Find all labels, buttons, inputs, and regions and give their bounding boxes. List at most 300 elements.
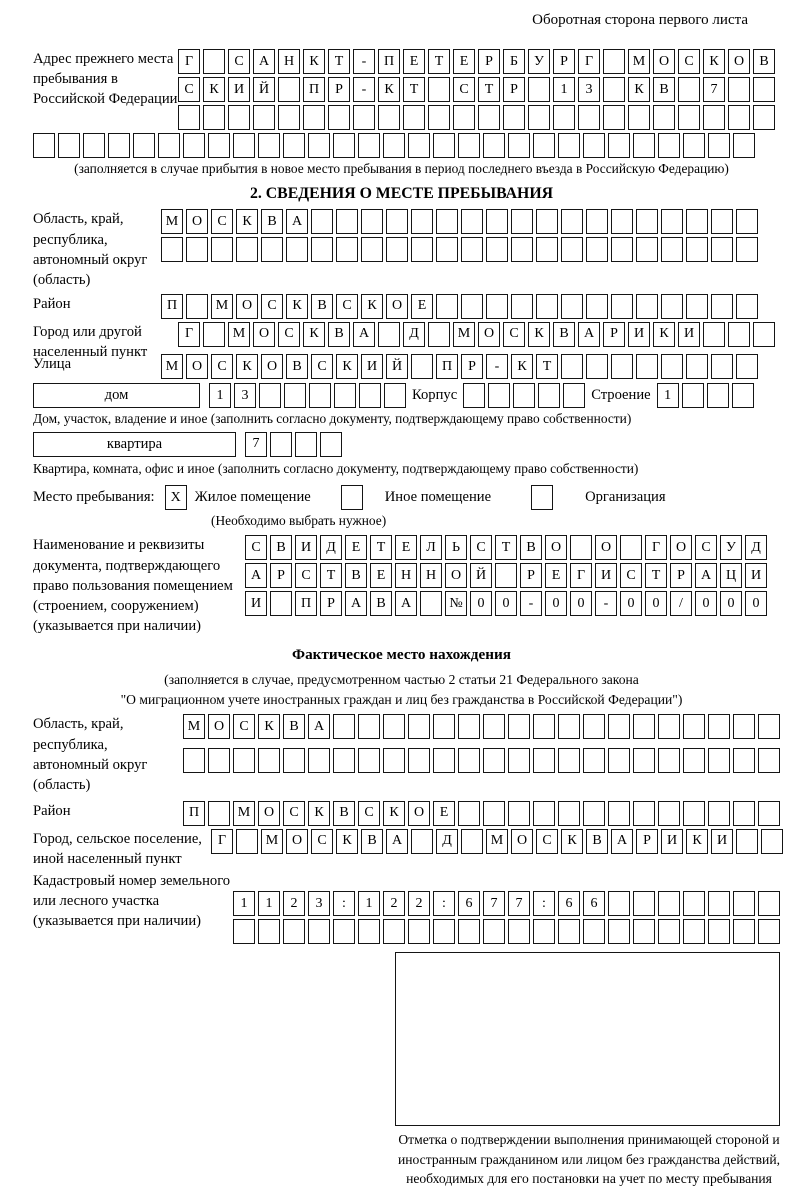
char-cell[interactable]: П: [303, 77, 325, 102]
char-cell[interactable]: О: [261, 354, 283, 379]
char-cell[interactable]: О: [186, 209, 208, 234]
char-cell[interactable]: Т: [370, 535, 392, 560]
char-cell[interactable]: [678, 77, 700, 102]
char-cell[interactable]: [458, 133, 480, 158]
char-cell[interactable]: [483, 133, 505, 158]
char-cell[interactable]: [436, 209, 458, 234]
char-cell[interactable]: К: [703, 49, 725, 74]
char-cell[interactable]: [733, 714, 755, 739]
char-cell[interactable]: [461, 829, 483, 854]
char-cell[interactable]: М: [161, 354, 183, 379]
char-cell[interactable]: [561, 209, 583, 234]
char-cell[interactable]: [686, 354, 708, 379]
char-cell[interactable]: В: [333, 801, 355, 826]
char-cell[interactable]: Т: [320, 563, 342, 588]
char-cell[interactable]: [236, 237, 258, 262]
char-cell[interactable]: [261, 237, 283, 262]
char-cell[interactable]: О: [595, 535, 617, 560]
char-cell[interactable]: [458, 801, 480, 826]
char-cell[interactable]: К: [303, 49, 325, 74]
char-cell[interactable]: О: [670, 535, 692, 560]
char-cell[interactable]: Т: [536, 354, 558, 379]
char-cell[interactable]: [208, 801, 230, 826]
char-cell[interactable]: Ц: [720, 563, 742, 588]
char-cell[interactable]: [533, 714, 555, 739]
char-cell[interactable]: -: [353, 77, 375, 102]
char-cell[interactable]: И: [228, 77, 250, 102]
char-cell[interactable]: [433, 714, 455, 739]
char-cell[interactable]: [508, 133, 530, 158]
char-cell[interactable]: [336, 209, 358, 234]
char-cell[interactable]: 0: [695, 591, 717, 616]
char-cell[interactable]: [636, 294, 658, 319]
char-cell[interactable]: [633, 801, 655, 826]
char-cell[interactable]: [233, 919, 255, 944]
char-cell[interactable]: [486, 294, 508, 319]
char-cell[interactable]: -: [486, 354, 508, 379]
char-cell[interactable]: Т: [478, 77, 500, 102]
char-cell[interactable]: И: [361, 354, 383, 379]
char-cell[interactable]: [186, 237, 208, 262]
char-cell[interactable]: [761, 829, 783, 854]
char-cell[interactable]: [733, 801, 755, 826]
char-cell[interactable]: И: [595, 563, 617, 588]
checkbox-inoe[interactable]: [341, 485, 363, 510]
char-cell[interactable]: П: [378, 49, 400, 74]
char-cell[interactable]: М: [233, 801, 255, 826]
char-cell[interactable]: [536, 209, 558, 234]
char-cell[interactable]: Р: [503, 77, 525, 102]
char-cell[interactable]: М: [486, 829, 508, 854]
char-cell[interactable]: [528, 105, 550, 130]
char-cell[interactable]: [558, 919, 580, 944]
char-cell[interactable]: :: [333, 891, 355, 916]
char-cell[interactable]: С: [311, 829, 333, 854]
char-cell[interactable]: К: [308, 801, 330, 826]
char-cell[interactable]: [408, 133, 430, 158]
char-cell[interactable]: 7: [703, 77, 725, 102]
char-cell[interactable]: [408, 714, 430, 739]
char-cell[interactable]: [608, 748, 630, 773]
char-cell[interactable]: [583, 714, 605, 739]
char-cell[interactable]: [420, 591, 442, 616]
char-cell[interactable]: 3: [578, 77, 600, 102]
char-cell[interactable]: 0: [745, 591, 767, 616]
char-cell[interactable]: К: [336, 354, 358, 379]
char-cell[interactable]: К: [236, 354, 258, 379]
char-cell[interactable]: [308, 748, 330, 773]
char-cell[interactable]: [538, 383, 560, 408]
char-cell[interactable]: Т: [495, 535, 517, 560]
char-cell[interactable]: 0: [545, 591, 567, 616]
char-cell[interactable]: [561, 294, 583, 319]
char-cell[interactable]: Д: [436, 829, 458, 854]
char-cell[interactable]: [228, 105, 250, 130]
char-cell[interactable]: 0: [720, 591, 742, 616]
char-cell[interactable]: С: [620, 563, 642, 588]
char-cell[interactable]: 1: [553, 77, 575, 102]
char-cell[interactable]: И: [678, 322, 700, 347]
char-cell[interactable]: [386, 237, 408, 262]
char-cell[interactable]: И: [245, 591, 267, 616]
char-cell[interactable]: [386, 209, 408, 234]
char-cell[interactable]: [336, 237, 358, 262]
char-cell[interactable]: [183, 133, 205, 158]
char-cell[interactable]: 1: [233, 891, 255, 916]
char-cell[interactable]: [708, 748, 730, 773]
char-cell[interactable]: А: [308, 714, 330, 739]
char-cell[interactable]: [308, 133, 330, 158]
char-cell[interactable]: [736, 237, 758, 262]
char-cell[interactable]: [258, 133, 280, 158]
char-cell[interactable]: [458, 919, 480, 944]
char-cell[interactable]: [328, 105, 350, 130]
char-cell[interactable]: Д: [403, 322, 425, 347]
char-cell[interactable]: Г: [578, 49, 600, 74]
char-cell[interactable]: О: [445, 563, 467, 588]
char-cell[interactable]: [428, 322, 450, 347]
char-cell[interactable]: О: [511, 829, 533, 854]
char-cell[interactable]: Т: [645, 563, 667, 588]
char-cell[interactable]: Т: [328, 49, 350, 74]
char-cell[interactable]: [333, 714, 355, 739]
char-cell[interactable]: /: [670, 591, 692, 616]
char-cell[interactable]: [736, 829, 758, 854]
char-cell[interactable]: К: [383, 801, 405, 826]
char-cell[interactable]: 1: [358, 891, 380, 916]
char-cell[interactable]: О: [653, 49, 675, 74]
char-cell[interactable]: [33, 133, 55, 158]
char-cell[interactable]: [558, 714, 580, 739]
char-cell[interactable]: [461, 294, 483, 319]
char-cell[interactable]: [483, 801, 505, 826]
char-cell[interactable]: У: [528, 49, 550, 74]
char-cell[interactable]: [683, 919, 705, 944]
char-cell[interactable]: О: [478, 322, 500, 347]
char-cell[interactable]: К: [303, 322, 325, 347]
char-cell[interactable]: [661, 354, 683, 379]
char-cell[interactable]: :: [533, 891, 555, 916]
char-cell[interactable]: [284, 383, 306, 408]
char-cell[interactable]: С: [211, 354, 233, 379]
char-cell[interactable]: [558, 133, 580, 158]
char-cell[interactable]: :: [433, 891, 455, 916]
char-cell[interactable]: [611, 209, 633, 234]
char-cell[interactable]: [683, 133, 705, 158]
char-cell[interactable]: 6: [458, 891, 480, 916]
char-cell[interactable]: [233, 748, 255, 773]
char-cell[interactable]: 0: [470, 591, 492, 616]
char-cell[interactable]: [433, 748, 455, 773]
char-cell[interactable]: В: [328, 322, 350, 347]
char-cell[interactable]: [586, 209, 608, 234]
char-cell[interactable]: К: [258, 714, 280, 739]
char-cell[interactable]: Б: [503, 49, 525, 74]
char-cell[interactable]: О: [408, 801, 430, 826]
char-cell[interactable]: [483, 919, 505, 944]
char-cell[interactable]: О: [236, 294, 258, 319]
char-cell[interactable]: [458, 748, 480, 773]
char-cell[interactable]: 2: [408, 891, 430, 916]
char-cell[interactable]: С: [233, 714, 255, 739]
char-cell[interactable]: [733, 919, 755, 944]
char-cell[interactable]: М: [161, 209, 183, 234]
char-cell[interactable]: 3: [308, 891, 330, 916]
char-cell[interactable]: [286, 237, 308, 262]
char-cell[interactable]: [320, 432, 342, 457]
char-cell[interactable]: [678, 105, 700, 130]
char-cell[interactable]: [708, 891, 730, 916]
char-cell[interactable]: [513, 383, 535, 408]
char-cell[interactable]: [633, 714, 655, 739]
char-cell[interactable]: П: [161, 294, 183, 319]
char-cell[interactable]: Р: [270, 563, 292, 588]
char-cell[interactable]: И: [295, 535, 317, 560]
char-cell[interactable]: И: [628, 322, 650, 347]
char-cell[interactable]: [295, 432, 317, 457]
char-cell[interactable]: В: [270, 535, 292, 560]
char-cell[interactable]: Г: [211, 829, 233, 854]
char-cell[interactable]: Р: [328, 77, 350, 102]
char-cell[interactable]: [211, 237, 233, 262]
char-cell[interactable]: [633, 891, 655, 916]
char-cell[interactable]: [486, 209, 508, 234]
char-cell[interactable]: [508, 801, 530, 826]
char-cell[interactable]: [536, 294, 558, 319]
char-cell[interactable]: [711, 209, 733, 234]
char-cell[interactable]: [463, 383, 485, 408]
char-cell[interactable]: [108, 133, 130, 158]
char-cell[interactable]: [483, 748, 505, 773]
char-cell[interactable]: [411, 209, 433, 234]
char-cell[interactable]: [361, 237, 383, 262]
char-cell[interactable]: [707, 383, 729, 408]
char-cell[interactable]: [561, 354, 583, 379]
char-cell[interactable]: [308, 919, 330, 944]
char-cell[interactable]: У: [720, 535, 742, 560]
char-cell[interactable]: С: [283, 801, 305, 826]
char-cell[interactable]: [511, 237, 533, 262]
char-cell[interactable]: [453, 105, 475, 130]
char-cell[interactable]: [686, 209, 708, 234]
char-cell[interactable]: К: [628, 77, 650, 102]
char-cell[interactable]: Д: [745, 535, 767, 560]
char-cell[interactable]: [736, 209, 758, 234]
char-cell[interactable]: [583, 919, 605, 944]
char-cell[interactable]: В: [370, 591, 392, 616]
char-cell[interactable]: -: [520, 591, 542, 616]
char-cell[interactable]: [411, 354, 433, 379]
char-cell[interactable]: [383, 133, 405, 158]
char-cell[interactable]: [461, 237, 483, 262]
char-cell[interactable]: -: [353, 49, 375, 74]
char-cell[interactable]: С: [358, 801, 380, 826]
char-cell[interactable]: Р: [636, 829, 658, 854]
char-cell[interactable]: [233, 133, 255, 158]
char-cell[interactable]: [486, 237, 508, 262]
char-cell[interactable]: [283, 133, 305, 158]
char-cell[interactable]: [378, 105, 400, 130]
char-cell[interactable]: Н: [395, 563, 417, 588]
char-cell[interactable]: С: [336, 294, 358, 319]
char-cell[interactable]: [283, 919, 305, 944]
char-cell[interactable]: М: [211, 294, 233, 319]
char-cell[interactable]: М: [228, 322, 250, 347]
char-cell[interactable]: [436, 294, 458, 319]
char-cell[interactable]: 0: [570, 591, 592, 616]
char-cell[interactable]: Л: [420, 535, 442, 560]
char-cell[interactable]: С: [695, 535, 717, 560]
char-cell[interactable]: [683, 714, 705, 739]
char-cell[interactable]: Т: [403, 77, 425, 102]
char-cell[interactable]: О: [208, 714, 230, 739]
char-cell[interactable]: [611, 354, 633, 379]
char-cell[interactable]: [758, 748, 780, 773]
char-cell[interactable]: 7: [483, 891, 505, 916]
char-cell[interactable]: О: [286, 829, 308, 854]
char-cell[interactable]: [608, 714, 630, 739]
char-cell[interactable]: [528, 77, 550, 102]
char-cell[interactable]: -: [595, 591, 617, 616]
char-cell[interactable]: С: [178, 77, 200, 102]
char-cell[interactable]: [384, 383, 406, 408]
char-cell[interactable]: А: [245, 563, 267, 588]
char-cell[interactable]: [563, 383, 585, 408]
char-cell[interactable]: 1: [258, 891, 280, 916]
char-cell[interactable]: [578, 105, 600, 130]
char-cell[interactable]: Р: [478, 49, 500, 74]
char-cell[interactable]: [736, 294, 758, 319]
char-cell[interactable]: [708, 801, 730, 826]
char-cell[interactable]: С: [678, 49, 700, 74]
char-cell[interactable]: [270, 591, 292, 616]
char-cell[interactable]: Й: [253, 77, 275, 102]
char-cell[interactable]: В: [553, 322, 575, 347]
char-cell[interactable]: С: [261, 294, 283, 319]
char-cell[interactable]: [333, 133, 355, 158]
char-cell[interactable]: [433, 133, 455, 158]
char-cell[interactable]: 6: [583, 891, 605, 916]
char-cell[interactable]: [208, 133, 230, 158]
char-cell[interactable]: [583, 748, 605, 773]
char-cell[interactable]: С: [278, 322, 300, 347]
char-cell[interactable]: К: [511, 354, 533, 379]
char-cell[interactable]: 6: [558, 891, 580, 916]
char-cell[interactable]: А: [286, 209, 308, 234]
char-cell[interactable]: Г: [178, 322, 200, 347]
char-cell[interactable]: [603, 105, 625, 130]
char-cell[interactable]: [403, 105, 425, 130]
char-cell[interactable]: [586, 354, 608, 379]
char-cell[interactable]: К: [361, 294, 383, 319]
char-cell[interactable]: [203, 105, 225, 130]
char-cell[interactable]: [658, 748, 680, 773]
char-cell[interactable]: 3: [234, 383, 256, 408]
char-cell[interactable]: [611, 237, 633, 262]
char-cell[interactable]: Г: [570, 563, 592, 588]
char-cell[interactable]: Ь: [445, 535, 467, 560]
char-cell[interactable]: [753, 105, 775, 130]
char-cell[interactable]: [488, 383, 510, 408]
char-cell[interactable]: [608, 801, 630, 826]
char-cell[interactable]: М: [453, 322, 475, 347]
char-cell[interactable]: [203, 49, 225, 74]
char-cell[interactable]: А: [611, 829, 633, 854]
char-cell[interactable]: [661, 209, 683, 234]
char-cell[interactable]: [753, 77, 775, 102]
char-cell[interactable]: [433, 919, 455, 944]
char-cell[interactable]: 0: [620, 591, 642, 616]
char-cell[interactable]: [758, 919, 780, 944]
char-cell[interactable]: С: [503, 322, 525, 347]
char-cell[interactable]: [683, 801, 705, 826]
char-cell[interactable]: П: [295, 591, 317, 616]
char-cell[interactable]: В: [286, 354, 308, 379]
char-cell[interactable]: И: [745, 563, 767, 588]
char-cell[interactable]: К: [653, 322, 675, 347]
char-cell[interactable]: [383, 919, 405, 944]
char-cell[interactable]: [258, 919, 280, 944]
char-cell[interactable]: О: [386, 294, 408, 319]
char-cell[interactable]: [658, 891, 680, 916]
char-cell[interactable]: [608, 133, 630, 158]
char-cell[interactable]: [758, 801, 780, 826]
char-cell[interactable]: И: [661, 829, 683, 854]
char-cell[interactable]: 2: [283, 891, 305, 916]
char-cell[interactable]: №: [445, 591, 467, 616]
char-cell[interactable]: [436, 237, 458, 262]
char-cell[interactable]: [83, 133, 105, 158]
char-cell[interactable]: [408, 748, 430, 773]
char-cell[interactable]: К: [528, 322, 550, 347]
char-cell[interactable]: [428, 105, 450, 130]
char-cell[interactable]: Д: [320, 535, 342, 560]
char-cell[interactable]: С: [245, 535, 267, 560]
char-cell[interactable]: [511, 209, 533, 234]
char-cell[interactable]: [636, 237, 658, 262]
char-cell[interactable]: [311, 237, 333, 262]
char-cell[interactable]: С: [453, 77, 475, 102]
char-cell[interactable]: [533, 919, 555, 944]
char-cell[interactable]: О: [545, 535, 567, 560]
char-cell[interactable]: [270, 432, 292, 457]
char-cell[interactable]: [378, 322, 400, 347]
char-cell[interactable]: [583, 801, 605, 826]
char-cell[interactable]: [586, 294, 608, 319]
char-cell[interactable]: К: [236, 209, 258, 234]
char-cell[interactable]: [508, 919, 530, 944]
char-cell[interactable]: 7: [245, 432, 267, 457]
char-cell[interactable]: О: [728, 49, 750, 74]
char-cell[interactable]: [283, 748, 305, 773]
char-cell[interactable]: К: [336, 829, 358, 854]
char-cell[interactable]: В: [586, 829, 608, 854]
char-cell[interactable]: [620, 535, 642, 560]
char-cell[interactable]: Р: [520, 563, 542, 588]
char-cell[interactable]: [309, 383, 331, 408]
checkbox-organizatsiya[interactable]: [531, 485, 553, 510]
char-cell[interactable]: К: [203, 77, 225, 102]
char-cell[interactable]: Р: [320, 591, 342, 616]
char-cell[interactable]: А: [578, 322, 600, 347]
char-cell[interactable]: [311, 209, 333, 234]
char-cell[interactable]: [203, 322, 225, 347]
char-cell[interactable]: В: [283, 714, 305, 739]
char-cell[interactable]: [186, 294, 208, 319]
char-cell[interactable]: Г: [645, 535, 667, 560]
char-cell[interactable]: [253, 105, 275, 130]
char-cell[interactable]: [333, 919, 355, 944]
